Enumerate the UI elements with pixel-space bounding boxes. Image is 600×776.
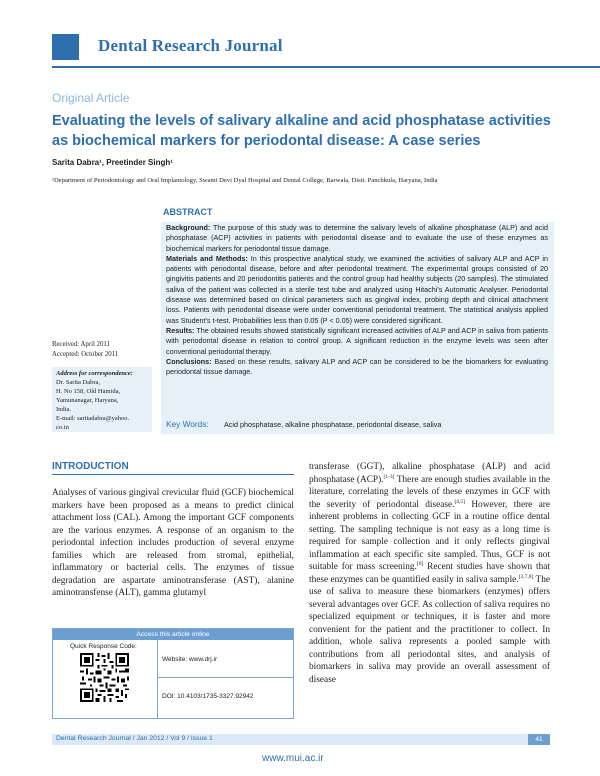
qr-label: Quick Response Code: [70, 643, 137, 650]
journal-header [52, 26, 552, 66]
keywords-text: Acid phosphatase, alkaline phosphatase, periodontal disease, saliva [224, 420, 442, 429]
footer-citation: Dental Research Journal / Jan 2012 / Vol 9 / Issue 1 [56, 735, 213, 742]
correspondence-title: Address for correspondence: [56, 370, 133, 377]
received-date: Received: April 2011 [52, 341, 110, 348]
correspondence-line3: India. [56, 406, 71, 413]
background-label: Background: [166, 223, 211, 232]
conclusions-text: Based on these results, salivary ALP and ACP can be considered to be the biomarkers for evaluating periodontal tissue damage. [166, 356, 548, 377]
methods-label: Materials and Methods: [166, 253, 248, 263]
intro-divider [52, 474, 294, 475]
abstract-text [166, 223, 548, 377]
correspondence-email-cont[interactable]: co.in [56, 424, 69, 431]
methods-text: In this prospective analytical study, we examined the activities of salivary ALP and ACP in patients with periodontal disease, before and after periodontal treatment. The experimental groups consisted of 20 gingivitis patients and 20 periodontitis patients and the control group had healthy subjects (20 samples). The stimulated saliva of the patient was collected in a sterile test tube and analyzed using Hitachi's Automatic Analyser. Periodontal disease was determined based on clinical parameters such as gingival index, probing depth and clinical attachment loss. Patients with periodontal disease were under conventional periodontal treatment. The statistical analysis applied was Student's t-test. Probabilities less than 0.05 (P < 0.05) were considered significant. [166, 253, 548, 325]
correspondence-box [52, 367, 152, 432]
access-header: Access this article online [53, 629, 293, 640]
correspondence-email[interactable]: E-mail: saritadabra@yahoo. [56, 415, 130, 422]
correspondence-line1: H. No 158, Old Hamida, [56, 388, 121, 395]
correspondence-name: Dr. Sarita Dabra, [56, 379, 101, 386]
watermark-url: www.mui.ac.ir [262, 753, 324, 764]
article-type: Original Article [52, 91, 130, 105]
access-divider-horizontal [157, 677, 293, 678]
article-title: Evaluating the levels of salivary alkaline and acid phosphatase activities as biochemical markers for periodontal disease: A case series [52, 113, 551, 149]
correspondence-line2: Yamunanagar, Haryana, [56, 397, 119, 404]
intro-heading: INTRODUCTION [52, 461, 129, 472]
access-divider-vertical [157, 640, 158, 718]
ref-4[interactable]: [3,7,8] [518, 573, 534, 580]
accepted-date: Accepted: October 2011 [52, 351, 119, 358]
page-footer [52, 734, 550, 745]
affiliation: ¹Department of Periodontology and Oral Implantology, Swami Devi Dyal Hospital and Dental College, Barwala, Distt. Panchkula, Haryana, India [52, 177, 438, 184]
intro-left-column: Analyses of various gingival crevicular fluid (GCF) biochemical markers have been proposed as a means to predict clinical attachment loss (CAL). Among the important GCF components are the various enzymes. A response of an organism to the periodontal infection includes production of several enzyme families which are released from stromal, epithelial, inflammatory or bacterial cells. The enzymes of tissue degradation are aspartate aminotransferase (AST), alanine aminotransfense (ALT), gamma glutamyl [52, 488, 294, 598]
intro-text-5: The use of saliva to measure these biomarkers (enzymes) offers several advantages over GCF. As collection of saliva requires no specialized equipment or techniques, it is faster and more convenient for the patient and the practitioner to collect. In addition, whole saliva represents a pooled sample with contributions from all periodontal sites, and analysis of biomarkers in saliva may provide an overall assessment of disease [309, 574, 550, 685]
authors: Sarita Dabra¹, Preetinder Singh¹ [52, 158, 173, 167]
intro-text-1: transferase (GGT), alkaline phosphatase (ALP) and acid phosphatase (ACP). [309, 462, 550, 485]
background-text: The purpose of this study was to determine the salivary levels of alkaline phosphatase (ALP) and acid phosphatase (ACP) activities in patients with periodontal disease and to evaluate the use of these enzymes as biochemical markers for periodontal tissue damage. [166, 223, 548, 253]
intro-text-3: However, there are inherent problems in collecting GCF in a routine office dental setting. The sampling technique is not easy as a long time is required for sample collection and it only reflects gingival inflammation at each specific site sampled. Thus, GCF is not suitable for mass screening. [309, 499, 550, 572]
intro-text-4: Recent studies have shown that these enzymes can be quantified easily in saliva sample. [309, 562, 550, 585]
ref-3[interactable]: [6] [416, 560, 424, 567]
page-number: 41 [528, 734, 550, 745]
journal-logo-bar [52, 34, 79, 60]
keywords-label: Key Words: [166, 419, 209, 429]
website-link[interactable]: Website: www.drj.ir [162, 656, 218, 663]
header-divider [52, 66, 600, 68]
conclusions-label: Conclusions: [166, 356, 212, 366]
intro-text-2: There are enough studies available in the literature, correlating the levels of these enzymes in GCF with the severity of periodontal disease. [309, 474, 550, 510]
qr-code-icon[interactable] [80, 653, 129, 702]
intro-right-column [309, 461, 550, 686]
ref-1[interactable]: [1-3] [383, 473, 395, 480]
results-text: The obtained results showed statistically significant increased activities of ALP and ACP in saliva from patients with periodontal disease in relation to control group. A significant reduction in the enzyme levels was seen after conventional periodontal therapy. [166, 325, 549, 356]
doi-link[interactable]: DOI: 10.4103/1735-3327.92942 [162, 693, 254, 700]
access-online-box [52, 628, 294, 719]
ref-2[interactable]: [4,5] [454, 498, 465, 505]
article-dates [52, 340, 118, 360]
abstract-heading: ABSTRACT [163, 207, 213, 217]
journal-title: Dental Research Journal [98, 36, 283, 55]
results-label: Results: [166, 325, 195, 335]
